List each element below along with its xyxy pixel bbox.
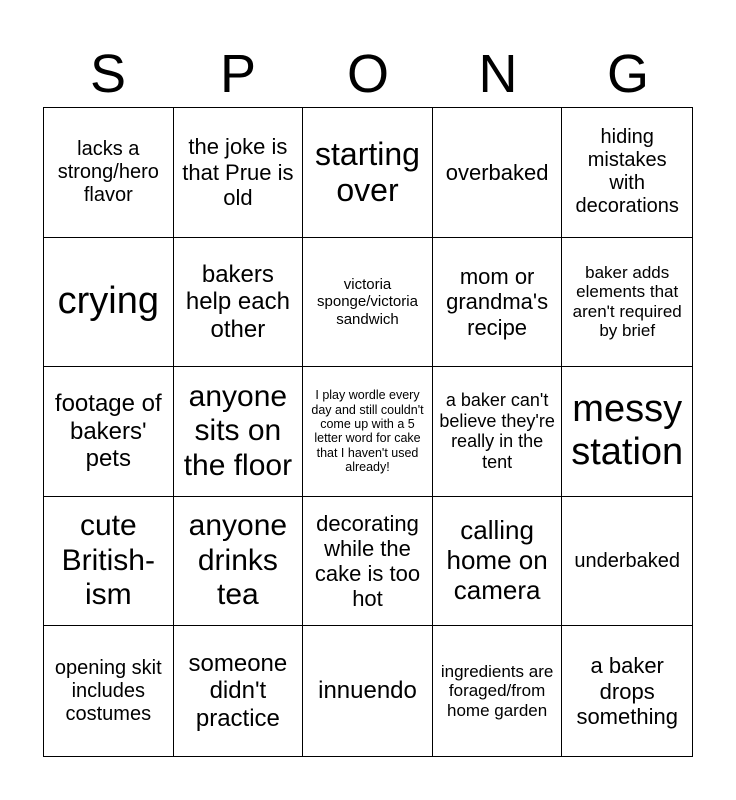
bingo-cell[interactable] — [433, 238, 563, 368]
bingo-cell[interactable] — [562, 626, 692, 756]
cell-text: decorating while the cake is too hot — [314, 510, 421, 612]
cell-text: a baker drops something — [576, 653, 678, 729]
cell-text: baker adds elements that aren't required by brief — [572, 262, 682, 341]
bingo-cell[interactable] — [562, 108, 692, 238]
bingo-cell[interactable] — [562, 238, 692, 368]
bingo-cell[interactable] — [303, 238, 433, 368]
header-letter-n: N — [478, 44, 518, 104]
cell-text: footage of bakers' pets — [54, 390, 162, 473]
bingo-cell[interactable] — [303, 497, 433, 627]
bingo-cell[interactable] — [562, 497, 692, 627]
cell-text: mom or grandma's recipe — [446, 263, 549, 340]
bingo-cell[interactable] — [433, 367, 563, 497]
cell-text: cute British-ism — [61, 509, 155, 612]
cell-text: bakers help each other — [185, 260, 290, 343]
cell-text: calling home on camera — [446, 515, 548, 606]
cell-text: someone didn't practice — [188, 649, 288, 732]
cell-text: overbaked — [445, 159, 549, 185]
cell-text: victoria sponge/victoria sandwich — [317, 276, 418, 328]
bingo-cell[interactable] — [433, 626, 563, 756]
cell-text: anyone sits on the floor — [183, 379, 293, 482]
bingo-cell[interactable] — [303, 626, 433, 756]
cell-text: crying — [57, 280, 159, 323]
bingo-cell[interactable] — [44, 108, 174, 238]
cell-text: messy station — [571, 387, 684, 474]
bingo-cell[interactable] — [174, 108, 304, 238]
bingo-cell[interactable] — [174, 626, 304, 756]
cell-text: opening skit includes costumes — [54, 656, 162, 725]
cell-text: hiding mistakes with decorations — [575, 126, 679, 218]
header-letter-o: O — [346, 44, 389, 104]
cell-text: ingredients are foraged/from home garden — [440, 661, 554, 720]
bingo-cell[interactable] — [562, 367, 692, 497]
bingo-board — [43, 107, 693, 757]
bingo-cell[interactable] — [433, 108, 563, 238]
bingo-cell[interactable] — [174, 238, 304, 368]
bingo-cell[interactable] — [433, 497, 563, 627]
cell-text: the joke is that Prue is old — [182, 134, 294, 210]
bingo-cell[interactable] — [303, 367, 433, 497]
bingo-cell[interactable] — [44, 238, 174, 368]
cell-text: a baker can't believe they're really in the tent — [439, 390, 555, 473]
bingo-cell[interactable] — [44, 367, 174, 497]
header-letter-g: G — [606, 44, 649, 104]
bingo-cell[interactable] — [44, 626, 174, 756]
cell-text: innuendo — [318, 677, 417, 705]
header-letter-p: P — [219, 44, 257, 104]
cell-text: lacks a strong/hero flavor — [57, 137, 159, 206]
cell-text: I play wordle every day and still couldn't come up with a 5 letter word for cake that I haven't used already! — [311, 388, 424, 475]
bingo-cell[interactable] — [44, 497, 174, 627]
bingo-cell[interactable] — [174, 497, 304, 627]
bingo-cell[interactable] — [303, 108, 433, 238]
cell-text: starting over — [315, 135, 420, 209]
cell-text: underbaked — [574, 549, 681, 572]
bingo-header — [43, 40, 693, 108]
header-letter-s: S — [89, 44, 127, 104]
bingo-cell[interactable] — [174, 367, 304, 497]
cell-text: anyone drinks tea — [188, 509, 288, 612]
